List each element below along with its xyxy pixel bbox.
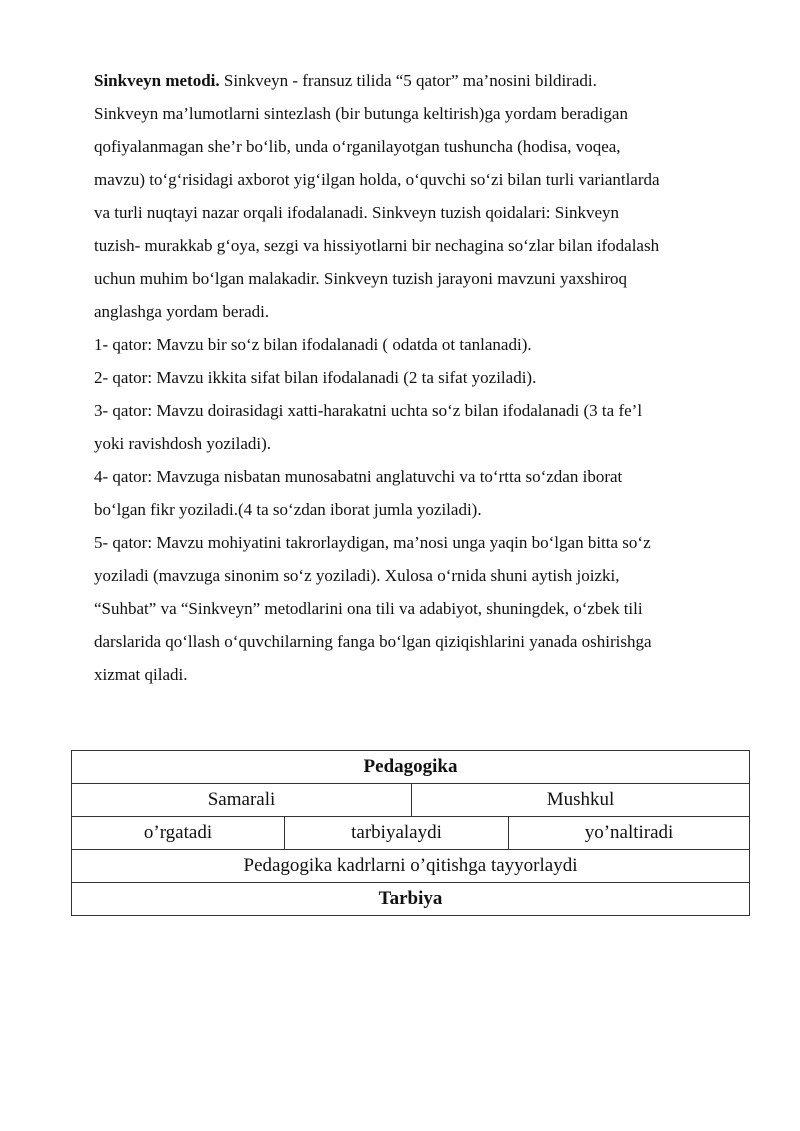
text-line: uchun muhim bo‘lgan malakadir. Sinkveyn tuzish jarayoni mavzuni yaxshiroq [94,269,628,288]
text-line: “Suhbat” va “Sinkveyn” metodlarini ona tili va adabiyot, shuningdek, o‘zbek tili [94,599,643,618]
table-cell-verb: tarbiyalaydi [285,817,509,850]
table-cell-adjective: Samarali [72,784,412,817]
text-line: 3- qator: Mavzu doirasidagi xatti-harakatni uchta so‘z bilan ifodalanadi (3 ta fe’l [94,401,643,420]
table-cell-synonym: Tarbiya [72,883,750,916]
text-line [94,64,734,97]
table-cell-verb: o’rgatadi [72,817,285,850]
section-heading: Sinkveyn metodi. [94,71,220,90]
text-line: 1- qator: Mavzu bir so‘z bilan ifodalanadi ( odatda ot tanlanadi). [94,335,532,354]
table-cell-adjective: Mushkul [412,784,750,817]
text-line: 2- qator: Mavzu ikkita sifat bilan ifodalanadi (2 ta sifat yoziladi). [94,368,537,387]
table-row [72,883,750,916]
text-line: yoki ravishdosh yoziladi). [94,434,272,453]
text-line: anglashga yordam beradi. [94,302,270,321]
text-line: tuzish- murakkab g‘oya, sezgi va hissiyotlarni bir nechagina so‘zlar bilan ifodalash [94,236,660,255]
table-cell-verb: yo’naltiradi [509,817,750,850]
table-row [72,850,750,883]
table-row [72,784,750,817]
text-line: Sinkveyn ma’lumotlarni sintezlash (bir butunga keltirish)ga yordam beradigan [94,104,628,123]
text-line: 4- qator: Mavzuga nisbatan munosabatni anglatuvchi va to‘rtta so‘zdan iborat [94,467,623,486]
table-cell-topic: Pedagogika [72,751,750,784]
table-cell-sentence: Pedagogika kadrlarni o’qitishga tayyorlaydi [72,850,750,883]
table-row [72,817,750,850]
text-line-content: Sinkveyn - fransuz tilida “5 qator” ma’nosini bildiradi. [219,71,597,90]
text-line: mavzu) to‘g‘risidagi axborot yig‘ilgan holda, o‘quvchi so‘zi bilan turli variantlarda [94,170,660,189]
sinkveyn-table-container [71,750,749,916]
text-line: 5- qator: Mavzu mohiyatini takrorlaydigan, ma’nosi unga yaqin bo‘lgan bitta so‘z [94,533,651,552]
text-line: bo‘lgan fikr yoziladi.(4 ta so‘zdan iborat jumla yoziladi). [94,500,482,519]
table-row [72,751,750,784]
text-line: va turli nuqtayi nazar orqali ifodalanadi. Sinkveyn tuzish qoidalari: Sinkveyn [94,203,619,222]
text-line: yoziladi (mavzuga sinonim so‘z yoziladi). Xulosa o‘rnida shuni aytish joizki, [94,566,620,585]
sinkveyn-paragraph [94,64,734,691]
sinkveyn-table [71,750,750,916]
text-line: darslarida qo‘llash o‘quvchilarning fanga bo‘lgan qiziqishlarini yanada oshirishga [94,632,652,651]
text-line: xizmat qiladi. [94,665,188,684]
text-line: qofiyalanmagan she’r bo‘lib, unda o‘rganilayotgan tushuncha (hodisa, voqea, [94,137,621,156]
